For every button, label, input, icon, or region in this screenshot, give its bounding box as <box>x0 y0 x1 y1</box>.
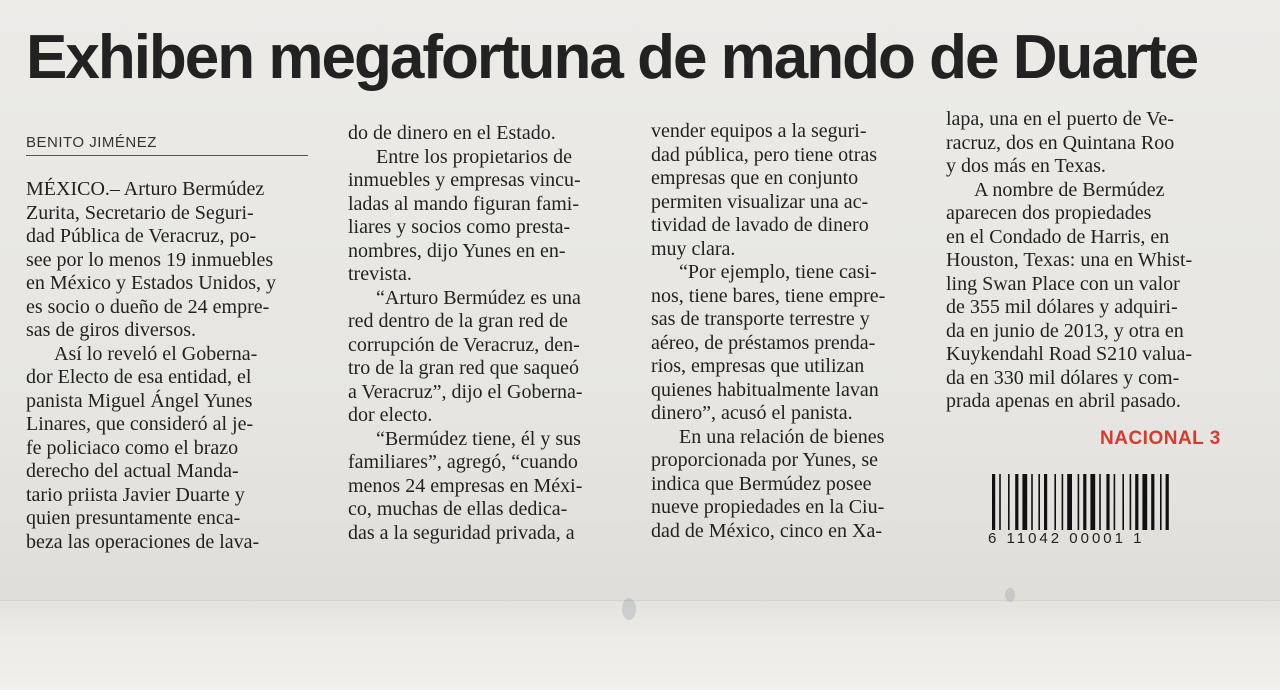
paragraph: “Arturo Bermúdez es una red dentro de la gran red de corrupción de Veracruz, den- tro de la gran red que saqueó a Veracruz”, dijo el Goberna- dor electo. <box>348 286 583 426</box>
paragraph: vender equipos a la seguri- dad pública, pero tiene otras empresas que en conjunto permiten visualizar una ac- tividad de lavado de dinero muy clara. <box>651 120 878 260</box>
paragraph: En una relación de bienes proporcionada por Yunes, se indica que Bermúdez posee nueve propiedades en la Ciu- dad de México, cinco en Xa- <box>651 425 885 542</box>
paragraph: Así lo reveló el Goberna- dor Electo de esa entidad, el panista Miguel Ángel Yunes Linares, que consideró al je- fe policiaco como el brazo derecho del actual Manda- tario priista Javier Duarte y quien presuntamente enca- beza las operaciones de lava- <box>26 342 260 553</box>
paragraph: lapa, una en el puerto de Ve- racruz, dos en Quintana Roo y dos más en Texas. <box>946 108 1175 177</box>
paragraph: Entre los propietarios de inmuebles y empresas vincu- ladas al mando figuran fami- liares y socios como presta- nombres, dijo Yunes en en- trevista. <box>348 145 581 285</box>
article-column-4 <box>946 108 1226 414</box>
ink-smudge <box>622 598 636 620</box>
barcode-number: 6 11042 00001 1 <box>988 530 1145 547</box>
paper-fold <box>0 600 1280 690</box>
paragraph: do de dinero en el Estado. <box>348 122 556 144</box>
paragraph: “Por ejemplo, tiene casi- nos, tiene bares, tiene empre- sas de transporte terrestre y aéreo, de préstamos prenda- rios, empresas que utilizan quienes habitualmente lavan dinero”, acusó el panista. <box>651 261 886 424</box>
section-label: NACIONAL 3 <box>1100 428 1221 449</box>
byline: BENITO JIMÉNEZ <box>26 134 308 156</box>
article-column-3 <box>651 120 933 543</box>
article-column-1 <box>26 178 316 554</box>
paragraph: A nombre de Bermúdez aparecen dos propiedades en el Condado de Harris, en Houston, Texas: una en Whist- ling Swan Place con un valor de 355 mil dólares y adquiri- da en junio de 2013, y otra en Kuykendahl Road S210 valua- da en 330 mil dólares y com- prada apenas en abril pasado. <box>946 178 1193 412</box>
ink-smudge <box>1005 588 1015 602</box>
article-column-2 <box>348 122 633 545</box>
paragraph: “Bermúdez tiene, él y sus familiares”, agregó, “cuando menos 24 empresas en Méxi- co, muchas de ellas dedica- das a la seguridad privada, a <box>348 427 583 544</box>
paragraph: MÉXICO.– Arturo Bermúdez Zurita, Secretario de Seguri- dad Pública de Veracruz, po- see por lo menos 19 inmuebles en México y Estados Unidos, y es socio o dueño de 24 empre- sas de giros diversos. <box>26 178 276 341</box>
headline: Exhiben megafortuna de mando de Duarte <box>26 23 1198 92</box>
